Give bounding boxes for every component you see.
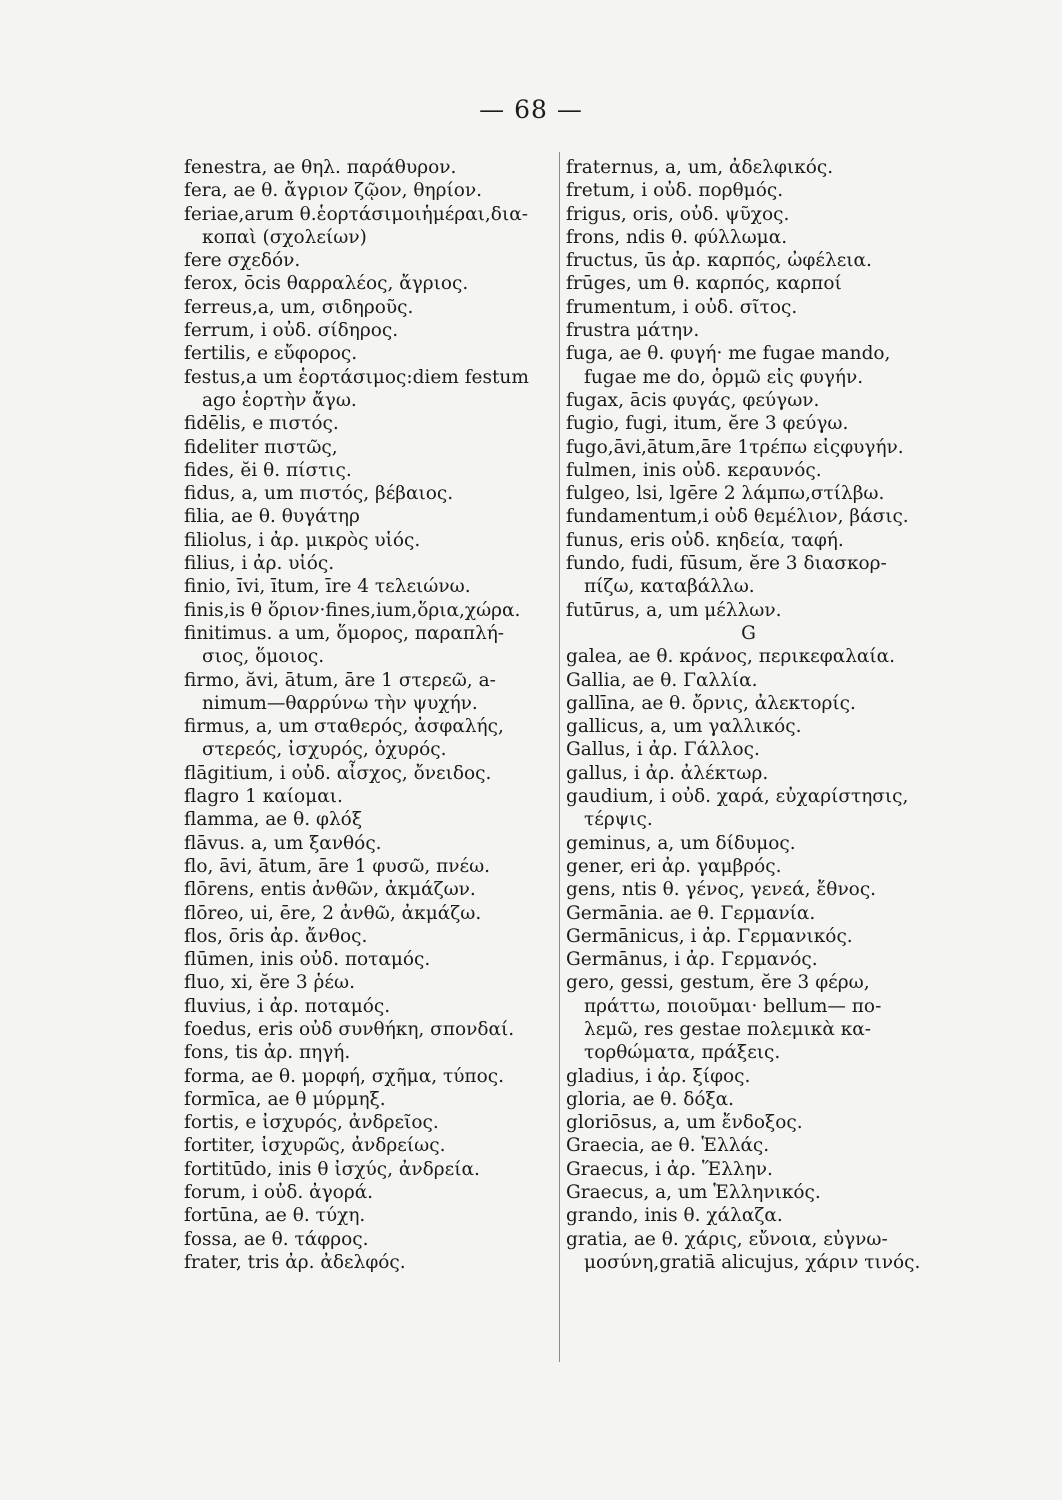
dictionary-entry-line: ferreus,a, um, σιδηροῦς. bbox=[184, 296, 414, 318]
dictionary-entry-line: ferox, ōcis θαρραλέος, ἄγριος. bbox=[184, 273, 469, 295]
dictionary-entry-line: firmo, ăvi, ātum, āre 1 στερεῶ, a- bbox=[184, 669, 496, 691]
dictionary-entry-line: gallus, i ἀρ. ἀλέκτωρ. bbox=[566, 762, 769, 784]
section-letter-heading: G bbox=[741, 622, 756, 644]
dictionary-entry-line: finio, īvi, ītum, īre 4 τελειώνω. bbox=[184, 576, 471, 598]
dictionary-entry-line: frūges, um θ. καρπός, καρποί bbox=[566, 273, 842, 295]
dictionary-entry-line: futūrus, a, um μέλλων. bbox=[566, 599, 782, 621]
dictionary-entry-line: fuga, ae θ. φυγή· me fugae mando, bbox=[566, 343, 891, 365]
dictionary-entry-line: formīca, ae θ μύρμηξ. bbox=[184, 1088, 386, 1110]
dictionary-entry-line: gens, ntis θ. γένος, γενεά, ἔθνος. bbox=[566, 879, 877, 901]
dictionary-entry-line: geminus, a, um δίδυμος. bbox=[566, 832, 796, 854]
dictionary-entry-line: fidus, a, um πιστός, βέβαιος. bbox=[184, 483, 454, 505]
dictionary-entry-line: fortūna, ae θ. τύχη. bbox=[184, 1205, 366, 1227]
dictionary-entry-line: gero, gessi, gestum, ĕre 3 φέρω, bbox=[566, 972, 870, 994]
dictionary-entry-line: gallicus, a, um γαλλικός. bbox=[566, 716, 802, 738]
dictionary-entry-line: fugo,āvi,ātum,āre 1τρέπω εἰςφυγήν. bbox=[566, 436, 904, 458]
dictionary-entry-line: πίζω, καταβάλλω. bbox=[584, 576, 755, 598]
dictionary-entry-line: flōreo, ui, ēre, 2 ἀνθῶ, ἀκμάζω. bbox=[184, 902, 482, 924]
dictionary-entry-line: grando, inis θ. χάλαζα. bbox=[566, 1205, 783, 1227]
dictionary-entry-line: Germānia. ae θ. Γερμανία. bbox=[566, 902, 816, 924]
dictionary-entry-line: fidēlis, e πιστός. bbox=[184, 413, 339, 435]
dictionary-entry-line: fere σχεδόν. bbox=[184, 250, 301, 272]
dictionary-entry-line: fluvius, i ἀρ. ποταμός. bbox=[184, 995, 391, 1017]
dictionary-entry-line: frons, ndis θ. φύλλωμα. bbox=[566, 226, 788, 248]
dictionary-entry-line: flūmen, inis οὐδ. ποταμός. bbox=[184, 949, 431, 971]
dictionary-entry-line: firmus, a, um σταθερός, ἀσφαλής, bbox=[184, 716, 504, 738]
dictionary-entry-line: fons, tis ἀρ. πηγή. bbox=[184, 1042, 351, 1064]
dictionary-entry-line: funus, eris οὐδ. κηδεία, ταφή. bbox=[566, 529, 844, 551]
dictionary-entry-line: finis,is θ ὅριον·fines,ium,ὅρια,χώρα. bbox=[184, 599, 521, 621]
dictionary-entry-line: ago ἑορτὴν ἄγω. bbox=[202, 389, 357, 411]
dictionary-entry-line: gratia, ae θ. χάρις, εὔνοια, εὐγνω- bbox=[566, 1228, 888, 1250]
dictionary-entry-line: πράττω, ποιοῦμαι· bellum— πο- bbox=[584, 995, 882, 1017]
dictionary-entry-line: filius, i ἀρ. υἱός. bbox=[184, 553, 335, 575]
dictionary-entry-line: fraternus, a, um, ἀδελφικός. bbox=[566, 157, 834, 178]
dictionary-entry-line: nimum—θαρρύνω τὴν ψυχήν. bbox=[202, 692, 478, 714]
dictionary-entry-line: fretum, i οὐδ. πορθμός. bbox=[566, 180, 784, 202]
dictionary-entry-line: τορθώματα, πράξεις. bbox=[584, 1042, 781, 1064]
right-column bbox=[566, 156, 951, 1274]
dictionary-entry-line: Gallia, ae θ. Γαλλία. bbox=[566, 669, 758, 691]
dictionary-entry-line: Graecus, a, um Ἑλληνικός. bbox=[566, 1182, 821, 1204]
dictionary-entry-line: frustra μάτην. bbox=[566, 320, 700, 342]
dictionary-entry-line: finitimus. a um, ὅμορος, παραπλή- bbox=[184, 622, 505, 644]
dictionary-entry-line: flōrens, entis ἀνθῶν, ἀκμάζων. bbox=[184, 879, 476, 901]
dictionary-entry-line: frater, tris ἀρ. ἀδελφός. bbox=[184, 1251, 406, 1273]
dictionary-entry-line: gener, eri ἀρ. γαμβρός. bbox=[566, 855, 782, 877]
dictionary-entry-line: flo, āvi, ātum, āre 1 φυσῶ, πνέω. bbox=[184, 855, 491, 877]
dictionary-entry-line: fortitūdo, inis θ ἰσχύς, ἀνδρεία. bbox=[184, 1158, 480, 1180]
dictionary-entry-line: flāgitium, i οὐδ. αἶσχος, ὄνειδος. bbox=[184, 762, 492, 784]
dictionary-entry-line: flagro 1 καίομαι. bbox=[184, 786, 343, 808]
dictionary-entry-line: fulmen, inis οὐδ. κεραυνός. bbox=[566, 459, 822, 481]
dictionary-entry-line: τέρψις. bbox=[584, 809, 653, 831]
dictionary-entry-line: gaudium, i οὐδ. χαρά, εὐχαρίστησις, bbox=[566, 786, 909, 808]
dictionary-entry-line: fluo, xi, ĕre 3 ῥέω. bbox=[184, 972, 355, 994]
dictionary-entry-line: gloriōsus, a, um ἔνδοξος. bbox=[566, 1112, 803, 1134]
dictionary-entry-line: frigus, oris, οὐδ. ψῦχος. bbox=[566, 203, 790, 225]
dictionary-entry-line: fossa, ae θ. τάφρος. bbox=[184, 1228, 369, 1250]
dictionary-entry-line: flamma, ae θ. φλόξ bbox=[184, 809, 363, 831]
dictionary-entry-line: fugax, ācis φυγάς, φεύγων. bbox=[566, 389, 820, 411]
dictionary-entry-line: fugae me do, ὁρμῶ εἰς φυγήν. bbox=[584, 366, 864, 388]
dictionary-entry-line: festus,a um ἑορτάσιμος:diem festum bbox=[184, 366, 529, 388]
dictionary-entry-line: flāvus. a, um ξανθός. bbox=[184, 832, 382, 854]
column-divider bbox=[559, 152, 560, 1362]
dictionary-entry-line: fortis, e ἰσχυρός, ἀνδρεῖος. bbox=[184, 1112, 439, 1134]
dictionary-entry-line: μοσύνη,gratiā alicujus, χάριν τινός. bbox=[584, 1251, 921, 1273]
dictionary-entry-line: fundo, fudi, fūsum, ĕre 3 διασκορ- bbox=[566, 553, 887, 575]
dictionary-entry-line: fides, ĕi θ. πίστις. bbox=[184, 459, 352, 481]
dictionary-entry-line: Graecus, i ἀρ. Ἕλλην. bbox=[566, 1158, 773, 1180]
dictionary-entry-line: σιος, ὅμοιος. bbox=[202, 646, 325, 668]
dictionary-entry-line: fera, ae θ. ἄγριον ζῷον, θηρίον. bbox=[184, 180, 483, 202]
left-column bbox=[184, 156, 556, 1274]
dictionary-entry-line: filia, ae θ. θυγάτηρ bbox=[184, 506, 360, 528]
dictionary-entry-line: filiolus, i ἀρ. μικρὸς υἱός. bbox=[184, 529, 421, 551]
dictionary-entry-line: fenestra, ae θηλ. παράθυρον. bbox=[184, 157, 457, 178]
dictionary-entry-line: gloria, ae θ. δόξα. bbox=[566, 1088, 735, 1110]
dictionary-entry-line: gladius, i ἀρ. ξίφος. bbox=[566, 1065, 751, 1087]
dictionary-entry-line: Germānicus, i ἀρ. Γερμανικός. bbox=[566, 925, 853, 947]
dictionary-entry-line: Graecia, ae θ. Ἑλλάς. bbox=[566, 1135, 770, 1157]
dictionary-entry-line: fortiter, ἰσχυρῶς, ἀνδρείως. bbox=[184, 1135, 446, 1157]
dictionary-entry-line: Germānus, i ἀρ. Γερμανός. bbox=[566, 949, 818, 971]
dictionary-entry-line: forum, i οὐδ. ἀγορά. bbox=[184, 1182, 374, 1204]
dictionary-entry-line: gallīna, ae θ. ὄρνις, ἀλεκτορίς. bbox=[566, 692, 856, 714]
dictionary-entry-line: ferrum, i οὐδ. σίδηρος. bbox=[184, 320, 399, 342]
dictionary-entry-line: foedus, eris οὐδ συνθήκη, σπονδαί. bbox=[184, 1018, 515, 1040]
dictionary-entry-line: Gallus, i ἀρ. Γάλλος. bbox=[566, 739, 760, 761]
dictionary-entry-line: forma, ae θ. μορφή, σχῆμα, τύπος. bbox=[184, 1065, 504, 1087]
dictionary-entry-line: flos, ōris ἀρ. ἄνθος. bbox=[184, 925, 368, 947]
dictionary-entry-line: fideliter πιστῶς, bbox=[184, 436, 338, 458]
dictionary-entry-line: feriae,arum θ.ἑορτάσιμοιἡμέραι,δια- bbox=[184, 203, 528, 225]
dictionary-entry-line: fertilis, e εὔφορος. bbox=[184, 343, 358, 365]
dictionary-entry-line: fulgeo, lsi, lgēre 2 λάμπω,στίλβω. bbox=[566, 483, 885, 505]
dictionary-entry-line: galea, ae θ. κράνος, περικεφαλαία. bbox=[566, 646, 896, 668]
dictionary-entry-line: στερεός, ἰσχυρός, ὀχυρός. bbox=[202, 739, 447, 761]
dictionary-entry-line: λεμῶ, res gestae πολεμικὰ κα- bbox=[584, 1018, 872, 1040]
dictionary-entry-line: fundamentum,i οὐδ θεμέλιον, βάσις. bbox=[566, 506, 909, 528]
dictionary-entry-line: κοπαὶ (σχολείων) bbox=[202, 226, 367, 248]
dictionary-entry-line: frumentum, i οὐδ. σῖτος. bbox=[566, 296, 798, 318]
dictionary-entry-line: fugio, fugi, itum, ĕre 3 φεύγω. bbox=[566, 413, 849, 435]
dictionary-entry-line: fructus, ūs ἀρ. καρπός, ὠφέλεια. bbox=[566, 250, 872, 272]
page-number: — 68 — bbox=[479, 95, 583, 124]
